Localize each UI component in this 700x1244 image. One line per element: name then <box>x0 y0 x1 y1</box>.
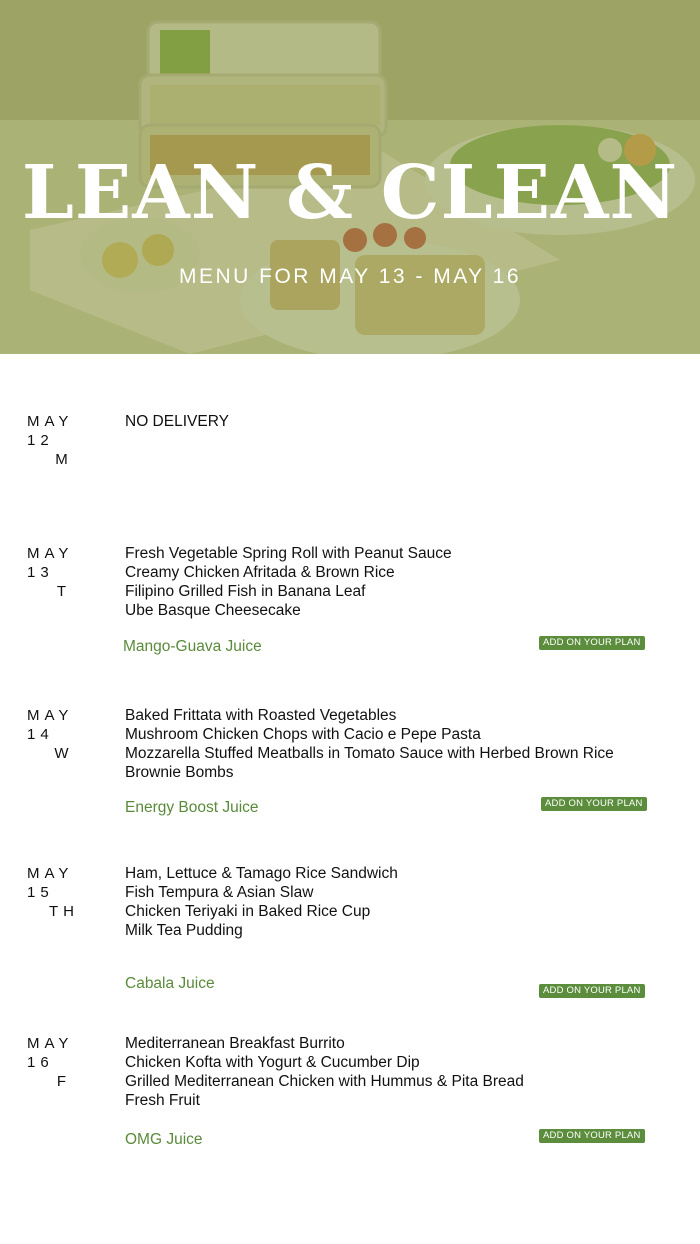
day-date <box>27 1034 107 1091</box>
menu-item: Mediterranean Breakfast Burrito <box>125 1035 345 1052</box>
add-on-plan-button[interactable]: ADD ON YOUR PLAN <box>541 797 647 811</box>
day-of-week: TH <box>49 903 79 920</box>
day-of-week: F <box>56 1073 72 1090</box>
menu-items <box>125 864 685 940</box>
menu-item: Mushroom Chicken Chops with Cacio e Pepe Pasta <box>125 726 481 743</box>
menu-item: Milk Tea Pudding <box>125 922 243 939</box>
menu-item: Baked Frittata with Roasted Vegetables <box>125 707 397 724</box>
date-label: MAY 12 <box>27 413 74 449</box>
menu-item: Grilled Mediterranean Chicken with Hummus & Pita Bread <box>125 1073 524 1090</box>
add-on-plan-button[interactable]: ADD ON YOUR PLAN <box>539 636 645 650</box>
menu-item: Ube Basque Cheesecake <box>125 602 301 619</box>
menu-item: NO DELIVERY <box>125 413 229 430</box>
date-label: MAY 14 <box>27 707 74 743</box>
menu-item: Fish Tempura & Asian Slaw <box>125 884 314 901</box>
add-on-plan-button[interactable]: ADD ON YOUR PLAN <box>539 984 645 998</box>
date-label: MAY 13 <box>27 545 74 581</box>
menu-items <box>125 1034 685 1110</box>
add-on-plan-button[interactable]: ADD ON YOUR PLAN <box>539 1129 645 1143</box>
day-date <box>27 706 107 763</box>
juice-name: OMG Juice <box>125 1131 203 1148</box>
juice-name: Cabala Juice <box>125 975 215 992</box>
menu-item: Brownie Bombs <box>125 764 234 781</box>
menu-items <box>125 544 685 620</box>
page-subtitle: MENU FOR MAY 13 - MAY 16 <box>178 265 521 288</box>
menu-item: Chicken Teriyaki in Baked Rice Cup <box>125 903 371 920</box>
menu-item: Chicken Kofta with Yogurt & Cucumber Dip <box>125 1054 420 1071</box>
menu-item: Mozzarella Stuffed Meatballs in Tomato Sauce with Herbed Brown Rice <box>125 745 614 762</box>
day-of-week: T <box>56 583 72 600</box>
day-date <box>27 544 107 601</box>
day-of-week: M <box>55 451 73 468</box>
menu-item: Fresh Vegetable Spring Roll with Peanut Sauce <box>125 545 452 562</box>
date-label: MAY 16 <box>27 1035 74 1071</box>
page-title: LEAN & CLEAN <box>21 150 679 236</box>
menu-item: Fresh Fruit <box>125 1092 200 1109</box>
juice-name: Energy Boost Juice <box>125 799 259 816</box>
date-label: MAY 15 <box>27 865 74 901</box>
menu-item: Creamy Chicken Afritada & Brown Rice <box>125 564 395 581</box>
menu-item: Filipino Grilled Fish in Banana Leaf <box>125 583 366 600</box>
hero-banner <box>0 0 700 354</box>
day-of-week: W <box>54 745 74 762</box>
menu-items <box>125 412 685 431</box>
day-date <box>27 864 107 921</box>
menu-items <box>125 706 685 782</box>
day-date <box>27 412 107 469</box>
menu-item: Ham, Lettuce & Tamago Rice Sandwich <box>125 865 398 882</box>
juice-name: Mango-Guava Juice <box>123 638 262 655</box>
